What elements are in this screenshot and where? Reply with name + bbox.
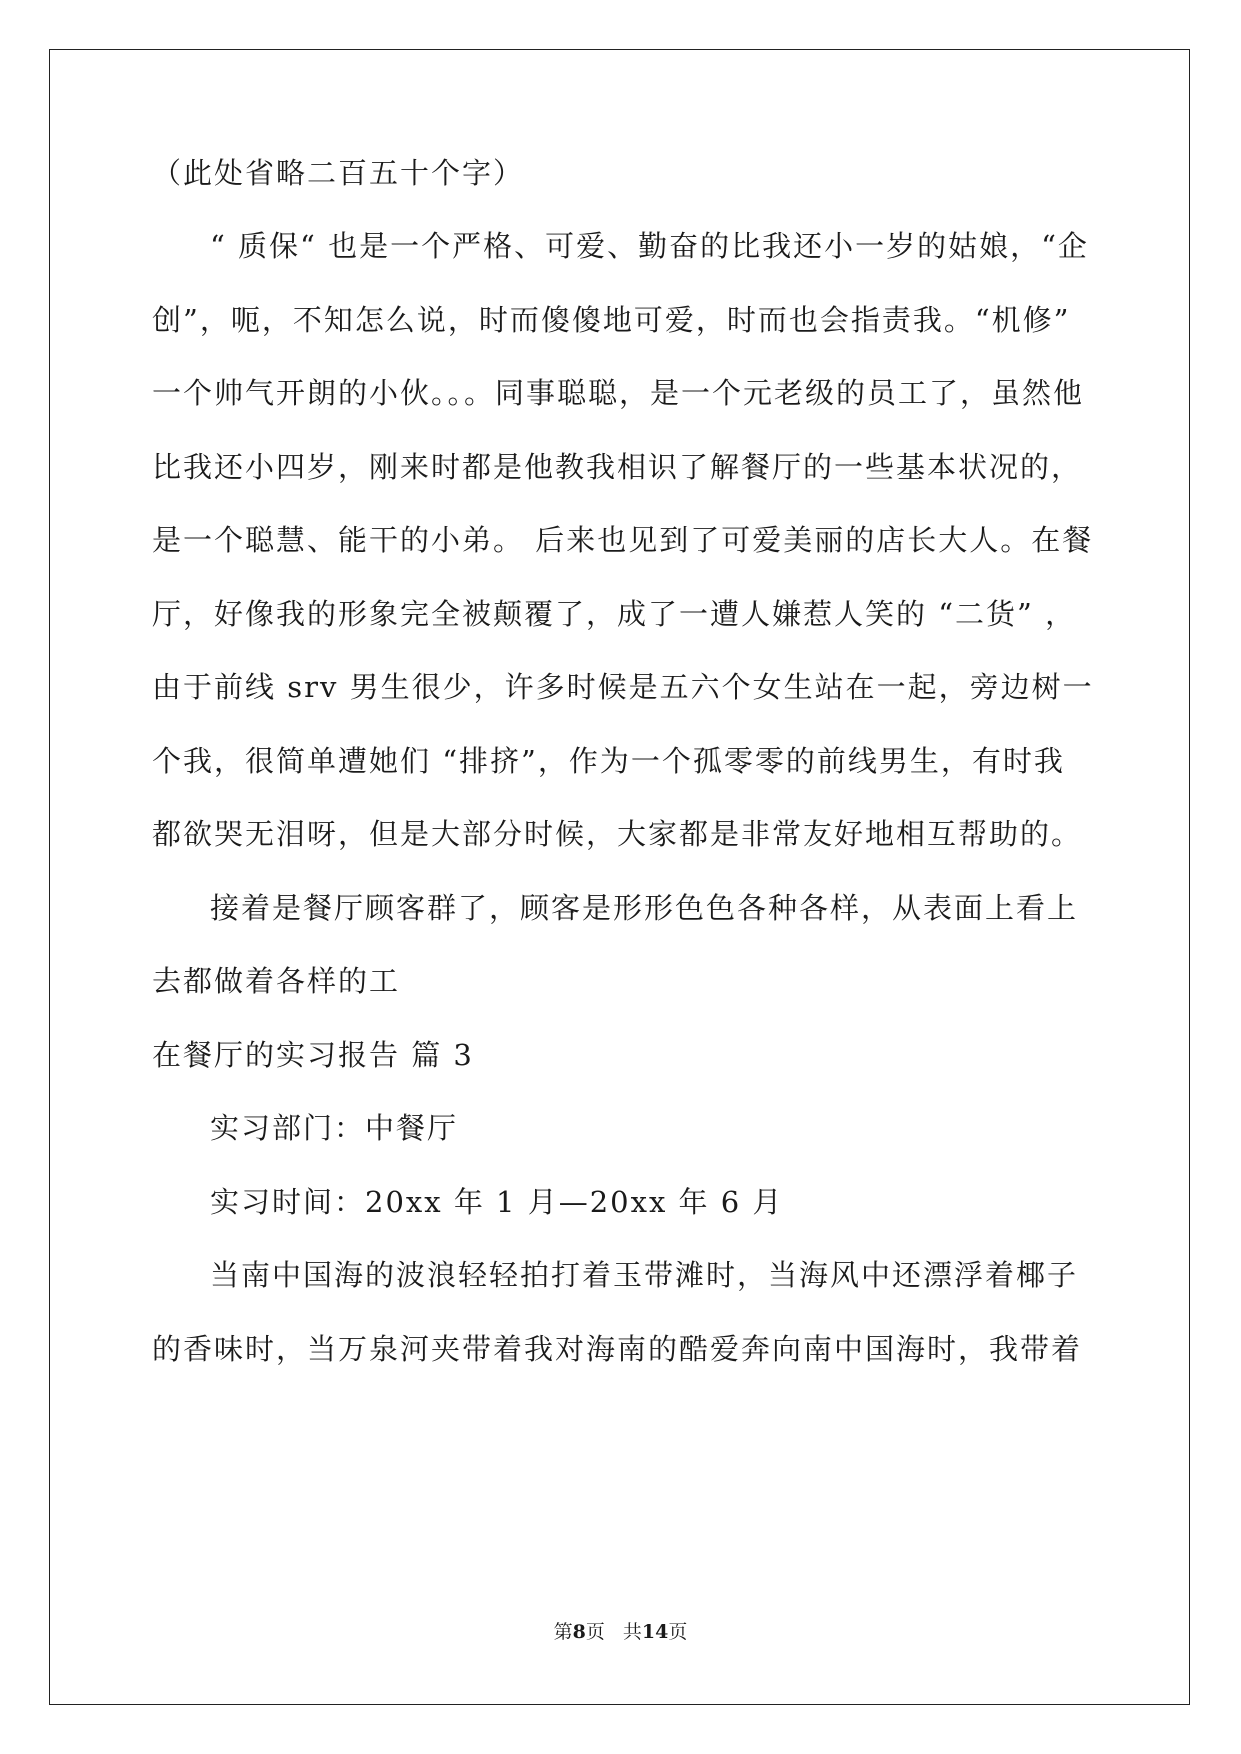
text-line-8: 由于前线 srv 男生很少，许多时候是五六个女生站在一起，旁边树一	[152, 670, 1094, 704]
section-heading: 在餐厅的实习报告 篇 3	[152, 1038, 474, 1072]
text-line-7: 厅，好像我的形象完全被颠覆了，成了一遭人嫌惹人笑的 “二货” ，	[152, 597, 1077, 631]
text-line-12: 去都做着各样的工	[152, 964, 401, 998]
page-footer	[0, 1620, 1241, 1644]
footer-page-prefix: 第	[553, 1621, 573, 1643]
text-line-5: 比我还小四岁，刚来时都是他教我相识了解餐厅的一些基本状况的，	[152, 450, 1083, 484]
text-line-9: 个我，很简单遭她们 “排挤”，作为一个孤零零的前线男生，有时我	[152, 744, 1065, 778]
footer-page-unit: 页	[585, 1621, 605, 1643]
text-line-15: 实习时间：20xx 年 1 月—20xx 年 6 月	[210, 1185, 784, 1219]
footer-page-number: 8	[572, 1621, 586, 1643]
text-line-4: 一个帅气开朗的小伙。。。同事聪聪，是一个元老级的员工了，虽然他	[152, 376, 1085, 410]
text-line-16: 当南中国海的波浪轻轻拍打着玉带滩时，当海风中还漂浮着椰子	[210, 1258, 1079, 1292]
text-line-10: 都欲哭无泪呀，但是大部分时候，大家都是非常友好地相互帮助的。	[152, 817, 1083, 851]
footer-total-unit: 页	[668, 1621, 688, 1643]
text-line-2: “ 质保“ 也是一个严格、可爱、勤奋的比我还小一岁的姑娘，“企	[210, 229, 1089, 263]
text-line-3: 创”，呃，不知怎么说，时而傻傻地可爱，时而也会指责我。“机修”	[152, 303, 1071, 337]
text-line-1: （此处省略二百五十个字）	[152, 156, 525, 190]
text-line-17: 的香味时，当万泉河夹带着我对海南的酷爱奔向南中国海时，我带着	[152, 1332, 1083, 1366]
text-line-11: 接着是餐厅顾客群了，顾客是形形色色各种各样，从表面上看上	[210, 891, 1079, 925]
text-line-6: 是一个聪慧、能干的小弟。 后来也见到了可爱美丽的店长大人。在餐	[152, 523, 1094, 557]
footer-total-number: 14	[641, 1621, 669, 1643]
page-border	[49, 49, 1190, 1705]
footer-total-prefix: 共	[622, 1621, 642, 1643]
text-line-14: 实习部门：中餐厅	[210, 1111, 459, 1145]
